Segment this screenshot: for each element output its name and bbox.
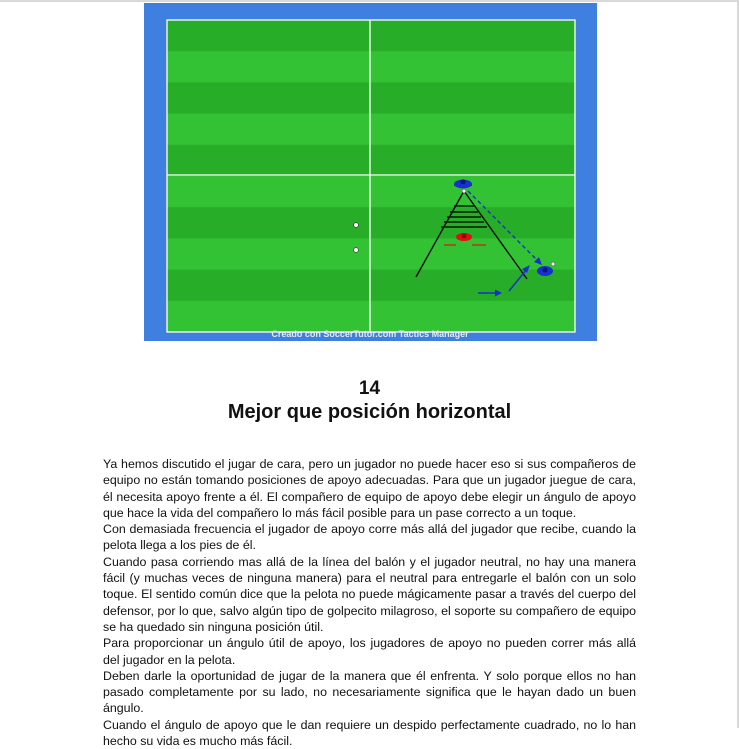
pitch-stripe: [167, 301, 575, 333]
paragraph: Para proporcionar un ángulo útil de apoyo, los jugadores de apoyo no pueden correr más allá del jugador en la pelota.: [103, 636, 636, 667]
paragraph: Ya hemos discutido el jugar de cara, pero un jugador no puede hacer eso si sus compañeros de equipo no están tomando posiciones de apoyo adecuadas. Para que un jugador juegue de cara, él necesita apoyo frente a él. El compañero de equipo de apoyo debe elegir un ángulo de apoyo que hace la vida del compañero lo más fácil posible para un pase correcto a un toque.: [103, 457, 636, 520]
diagram-watermark: Creado con SoccerTutor.com Tactics Manager: [271, 329, 469, 339]
pitch-stripe: [167, 51, 575, 83]
pitch-stripe: [167, 20, 575, 52]
paragraph: Cuando el ángulo de apoyo que le dan requiere un despido perfectamente cuadrado, no lo han hecho su vida es mucho más fácil.: [103, 717, 636, 749]
paragraph: Con demasiada frecuencia el jugador de apoyo corre más allá del jugador que recibe, cuando la pelota llega a los pies de él.: [103, 522, 636, 553]
body-text: [103, 456, 636, 749]
pitch-stripe: [167, 238, 575, 270]
chapter-number: 14: [358, 378, 381, 399]
chapter-title: Mejor que posición horizontal: [227, 401, 512, 423]
ball: [354, 223, 359, 228]
pitch-stripe: [167, 145, 575, 177]
pitch-stripe: [167, 114, 575, 146]
paragraph: Cuando pasa corriendo mas allá de la línea del balón y el jugador neutral, no hay una manera fácil (y muchas veces de ninguna manera) para el neutral para entregarle el balón con un solo toque. El sentido común dice que la pelota no puede mágicamente pasar a través del cuerpo del defensor, por lo que, salvo algún tipo de golpecito milagroso, el soporte su compañero de equipo se ha quedado sin ninguna posición útil.: [103, 554, 636, 634]
ball: [354, 248, 359, 253]
pitch-stripe: [167, 176, 575, 208]
pitch-stripe: [167, 207, 575, 239]
tactics-diagram: [144, 3, 597, 341]
pitch-stripe: [167, 82, 575, 114]
paragraph: Deben darle la oportunidad de jugar de la manera que él enfrenta. Y solo porque ellos no han pasado completamente por su lado, no necesariamente significa que le hayan dado un buen ángulo.: [103, 668, 636, 716]
page-border-top: [0, 0, 739, 2]
